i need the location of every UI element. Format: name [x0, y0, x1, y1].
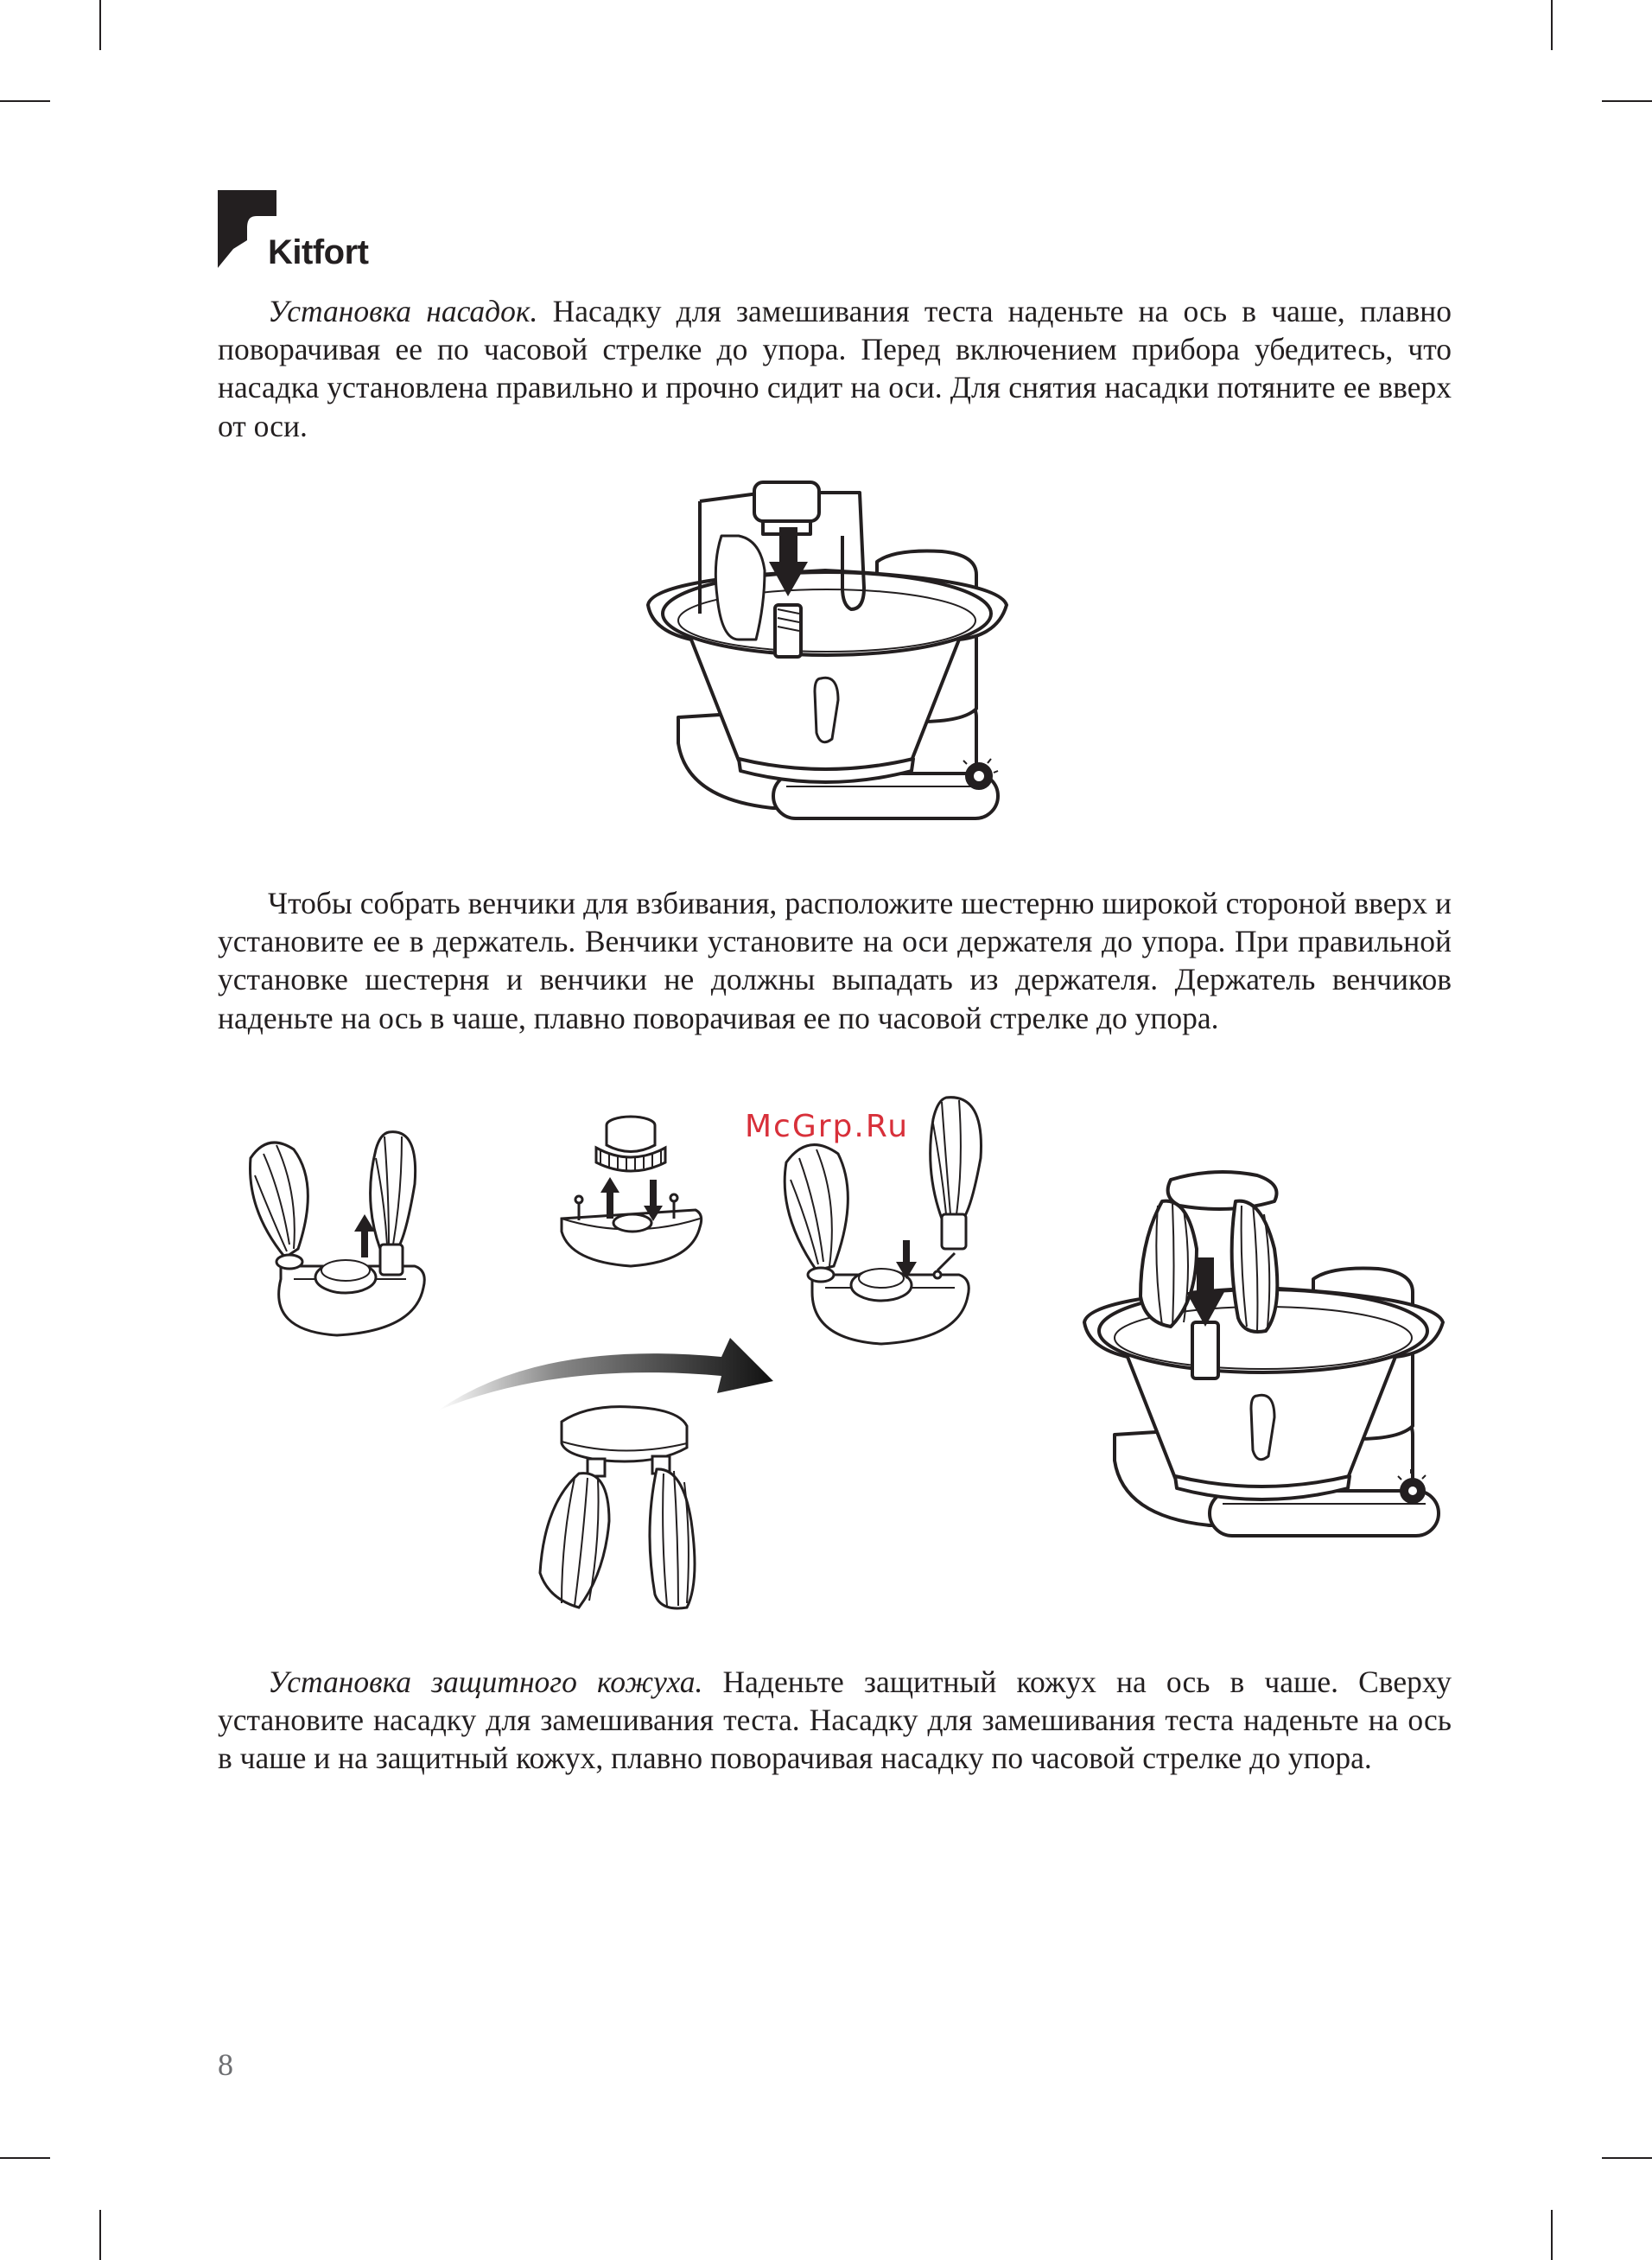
crop-mark: [99, 2210, 101, 2260]
page-number: 8: [218, 2047, 233, 2082]
crop-mark: [0, 100, 50, 102]
figure-assembled-whisks: [527, 1400, 734, 1625]
paragraph-whisks: [218, 884, 1452, 1037]
paragraph-protective-cover: [218, 1663, 1452, 1778]
paragraph-lead: Установка насадок.: [268, 294, 538, 328]
paragraph-body: Насадку для замешивания теста наденьте на ось в чаше, плавно поворачивая ее по часовой стрелке до упора. Перед включением прибора убедитесь, что насадка установлена правильно и прочно сидит на оси. Для снятия насадки потяните ее вверх от оси.: [218, 294, 1452, 443]
paragraph-lead: Установка защитного кожуха.: [268, 1665, 703, 1699]
figure-mixer-with-whisks: [1076, 1154, 1447, 1582]
brand-name: Kitfort: [268, 233, 369, 271]
paragraph-body: Чтобы собрать венчики для взбивания, расположите шестерню широкой стороной вверх и установите ее в держатель. Венчики установите на оси держателя до упора. При правильной установке шестерня и венчики не должны выпадать из держателя. Держатель венчиков наденьте на ось в чаше, плавно поворачивая ее по часовой стрелке до упора.: [218, 886, 1452, 1035]
figure-gear-holder: [553, 1106, 708, 1279]
crop-mark: [1602, 100, 1652, 102]
brand-logo: [218, 190, 391, 277]
crop-mark: [0, 2157, 50, 2159]
crop-mark: [1602, 2157, 1652, 2159]
figure-whisk-assembly-right: [773, 1093, 1007, 1353]
figure-whisk-assembly-left: [233, 1115, 441, 1348]
paragraph-attachments: [218, 292, 1452, 445]
figure-dough-hook-installation: [635, 458, 1015, 864]
crop-mark: [1551, 0, 1553, 50]
crop-mark: [1551, 2210, 1553, 2260]
paragraph-body: Наденьте защитный кожух на ось в чаше. Сверху установите насадку для замешивания теста. Насадку для замешивания теста наденьте на ось в чаше и на защитный кожух, плавно поворачивая насадку по часовой стрелке до упора.: [218, 1665, 1452, 1776]
watermark: McGrp.Ru: [745, 1109, 910, 1144]
crop-mark: [99, 0, 101, 50]
